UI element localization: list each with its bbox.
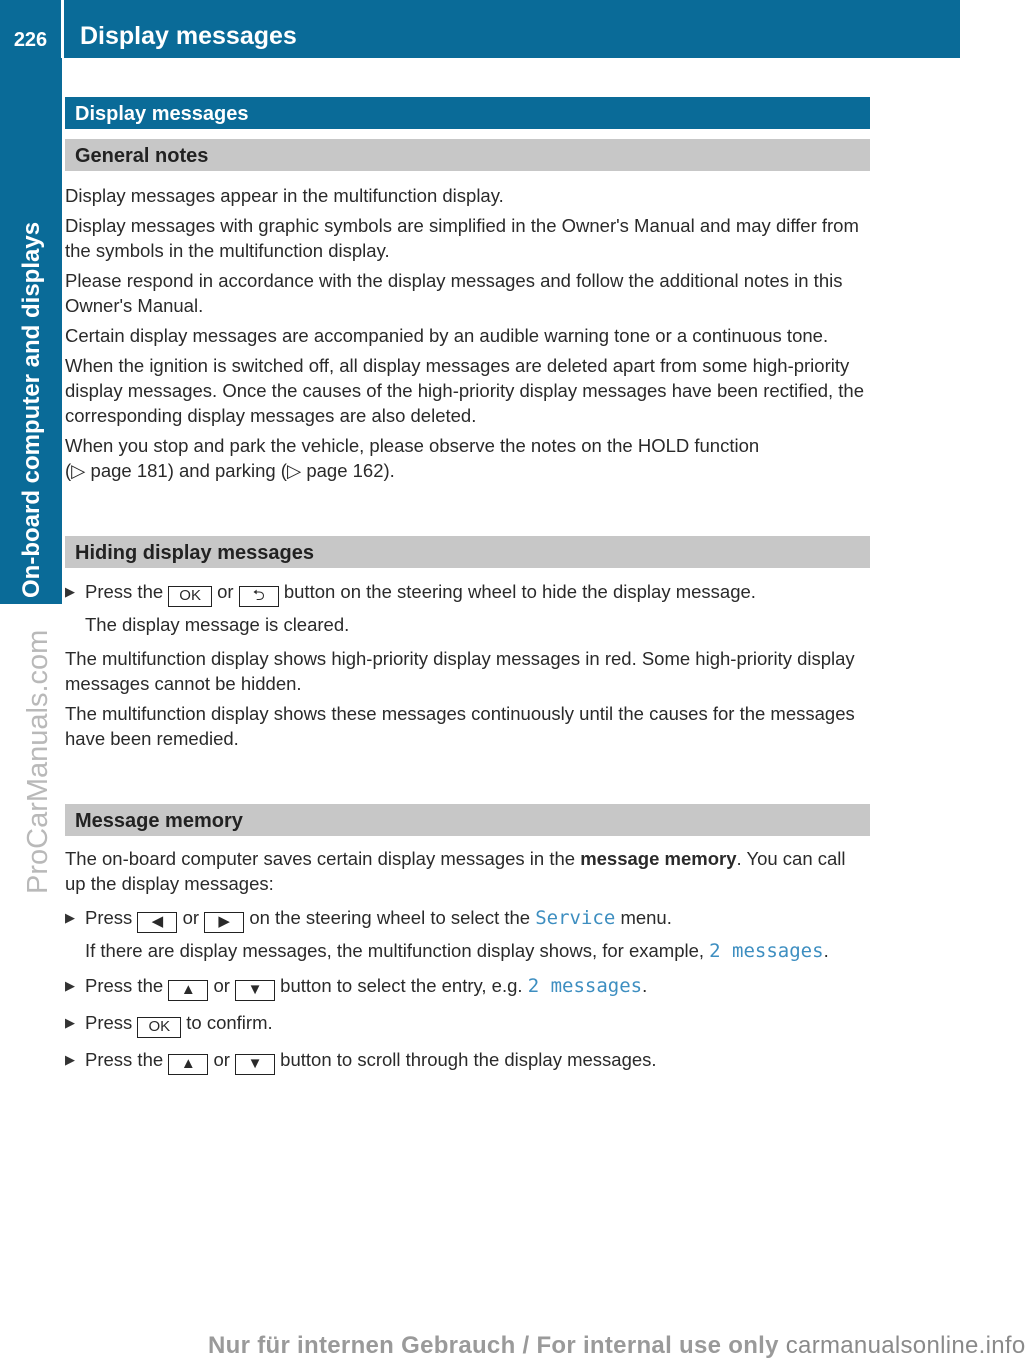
instruction-step (65, 1047, 870, 1075)
paragraph (65, 433, 870, 483)
step-text: Press (85, 907, 133, 928)
internal-use-watermark: Nur für internen Gebrauch / For internal use only (208, 1332, 779, 1359)
instruction-step (65, 579, 870, 607)
step-text: button to select the entry, e.g. (280, 975, 523, 996)
paragraph: When the ignition is switched off, all display messages are deleted apart from some high-priority display messages. Once the causes of the high-priority display messages have been rectified, the corresponding display messages are also deleted. (65, 355, 865, 426)
step-text: Press the (85, 975, 164, 996)
step-text: . (642, 975, 648, 996)
page-number: 226 (0, 0, 64, 58)
ok-key-icon: OK (137, 1017, 181, 1038)
step-arrow-icon: ▶ (65, 584, 75, 599)
left-key-icon: ◀ (137, 912, 177, 933)
down-key-icon: ▼ (235, 980, 275, 1001)
paragraph: Display messages with graphic symbols are simplified in the Owner's Manual and may differ from the symbols in the multifunction display. (65, 215, 859, 261)
instruction-step (65, 905, 870, 933)
step-text: Press the (85, 581, 164, 602)
general-notes-heading: General notes (65, 139, 870, 171)
result-text: If there are display messages, the multifunction display shows, for example, (85, 940, 705, 961)
step-text: or (213, 1049, 230, 1070)
step-text: on the steering wheel to select the (249, 907, 531, 928)
page-content (65, 97, 870, 1080)
up-key-icon: ▲ (168, 980, 208, 1001)
step-arrow-icon: ▶ (65, 1015, 75, 1030)
display-text-messages: 2 messages (709, 940, 824, 962)
instruction-step (65, 1010, 870, 1038)
paragraph-text: . You can call up the display messages: (65, 848, 846, 894)
step-text: Press (85, 1012, 133, 1033)
back-key-icon: ⮌ (239, 586, 279, 607)
paragraph: Please respond in accordance with the display messages and follow the additional notes in this Owner's Manual. (65, 270, 843, 316)
paragraph: Display messages appear in the multifunction display. (65, 185, 504, 206)
step-result (65, 938, 870, 964)
step-text: or (213, 975, 230, 996)
sidebar (0, 58, 62, 1362)
step-arrow-icon: ▶ (65, 1052, 75, 1067)
page-header-bar (0, 0, 960, 58)
step-text: to confirm. (186, 1012, 273, 1033)
display-text-service: Service (535, 907, 616, 929)
ok-key-icon: OK (168, 586, 212, 607)
right-key-icon: ▶ (204, 912, 244, 933)
step-text: or (182, 907, 200, 928)
step-text: menu. (620, 907, 672, 928)
chapter-tab-label: On-board computer and displays (18, 221, 45, 598)
down-key-icon: ▼ (235, 1054, 275, 1075)
instruction-step (65, 973, 870, 1001)
paragraph: Certain display messages are accompanied by an audible warning tone or a continuous tone. (65, 325, 829, 346)
step-text: button to scroll through the display messages. (280, 1049, 657, 1070)
section-heading: Display messages (65, 97, 870, 129)
source-watermark: carmanualsonline.info (785, 1332, 1026, 1359)
paragraph-text: When you stop and park the vehicle, please observe the notes on the HOLD function (65, 435, 760, 456)
result-text: . (823, 940, 829, 961)
up-key-icon: ▲ (168, 1054, 208, 1075)
paragraph: The multifunction display shows high-priority display messages in red. Some high-priority display messages cannot be hidden. (65, 648, 855, 694)
step-text: button on the steering wheel to hide the display message. (283, 581, 756, 602)
message-memory-heading: Message memory (65, 804, 870, 836)
paragraph: The multifunction display shows these messages continuously until the causes for the messages have been remedied. (65, 703, 855, 749)
page-reference: (▷ page 181) and parking (▷ page 162). (65, 460, 395, 481)
step-arrow-icon: ▶ (65, 910, 75, 925)
page-header-title: Display messages (80, 22, 297, 50)
hiding-messages-heading: Hiding display messages (65, 536, 870, 568)
step-result: The display message is cleared. (85, 614, 350, 635)
paragraph (65, 846, 870, 896)
bold-term: message memory (580, 848, 737, 869)
step-arrow-icon: ▶ (65, 978, 75, 993)
step-text: Press the (85, 1049, 164, 1070)
paragraph-text: The on-board computer saves certain display messages in the (65, 848, 576, 869)
side-watermark: ProCarManuals.com (22, 629, 54, 894)
step-text: or (217, 581, 234, 602)
display-text-messages: 2 messages (527, 975, 643, 997)
footer-watermark (208, 1332, 1026, 1360)
